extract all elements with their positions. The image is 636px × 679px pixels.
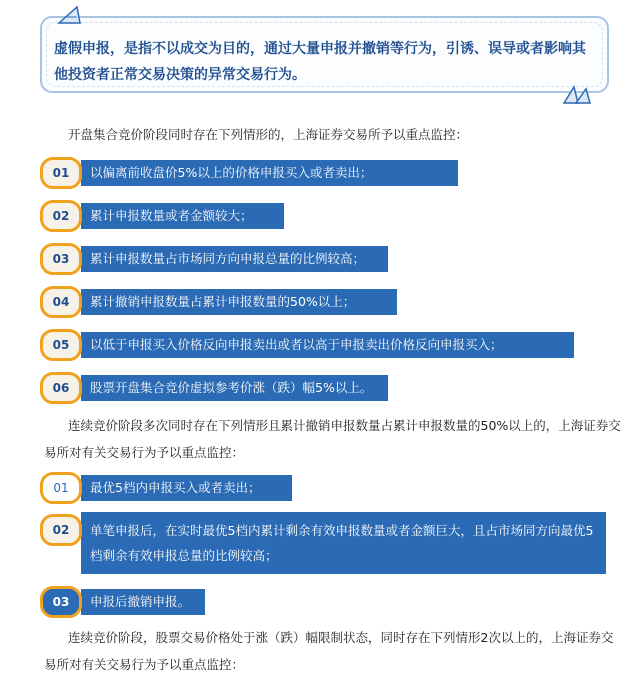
item-number-badge: 01 <box>40 472 82 504</box>
section1-intro: 开盘集合竞价阶段同时存在下列情形的，上海证券交易所予以重点监控： <box>68 127 469 142</box>
item-text: 申报后撤销申报。 <box>81 589 205 615</box>
pennant-icon <box>56 4 82 26</box>
item-text: 累计申报数量占市场同方向申报总量的比例较高； <box>81 246 388 272</box>
item-text: 以低于申报买入价格反向申报卖出或者以高于申报卖出价格反向申报买入； <box>81 332 574 358</box>
item-number-badge: 06 <box>40 372 82 404</box>
item-text: 最优5档内申报买入或者卖出； <box>81 475 292 501</box>
item-number-badge: 02 <box>40 514 82 546</box>
section3-intro: 连续竞价阶段，股票交易价格处于涨（跌）幅限制状态，同时存在下列情形2次以上的，上海证券交易所对有关交易行为予以重点监控： <box>44 630 614 672</box>
item-number-badge: 02 <box>40 200 82 232</box>
item-number-badge: 03 <box>40 586 82 618</box>
definition-box <box>40 16 609 93</box>
item-number-badge: 01 <box>40 157 82 189</box>
item-text: 单笔申报后，在实时最优5档内累计剩余有效申报数量或者金额巨大，且占市场同方向最优5档剩余有效申报总量的比例较高； <box>81 512 606 574</box>
item-text: 累计撤销申报数量占累计申报数量的50%以上； <box>81 289 397 315</box>
pennant-icon <box>562 84 592 106</box>
item-text: 累计申报数量或者金额较大； <box>81 203 284 229</box>
item-number-badge: 05 <box>40 329 82 361</box>
item-number-badge: 04 <box>40 286 82 318</box>
item-number-badge: 03 <box>40 243 82 275</box>
item-text: 以偏离前收盘价5%以上的价格申报买入或者卖出； <box>81 160 458 186</box>
item-text: 股票开盘集合竞价虚拟参考价涨（跌）幅5%以上。 <box>81 375 388 401</box>
definition-text: 虚假申报，是指不以成交为目的，通过大量申报并撤销等行为，引诱、误导或者影响其他投资者正常交易决策的异常交易行为。 <box>54 41 586 83</box>
section2-intro: 连续竞价阶段多次同时存在下列情形且累计撤销申报数量占累计申报数量的50%以上的，上海证券交易所对有关交易行为予以重点监控： <box>44 418 621 460</box>
